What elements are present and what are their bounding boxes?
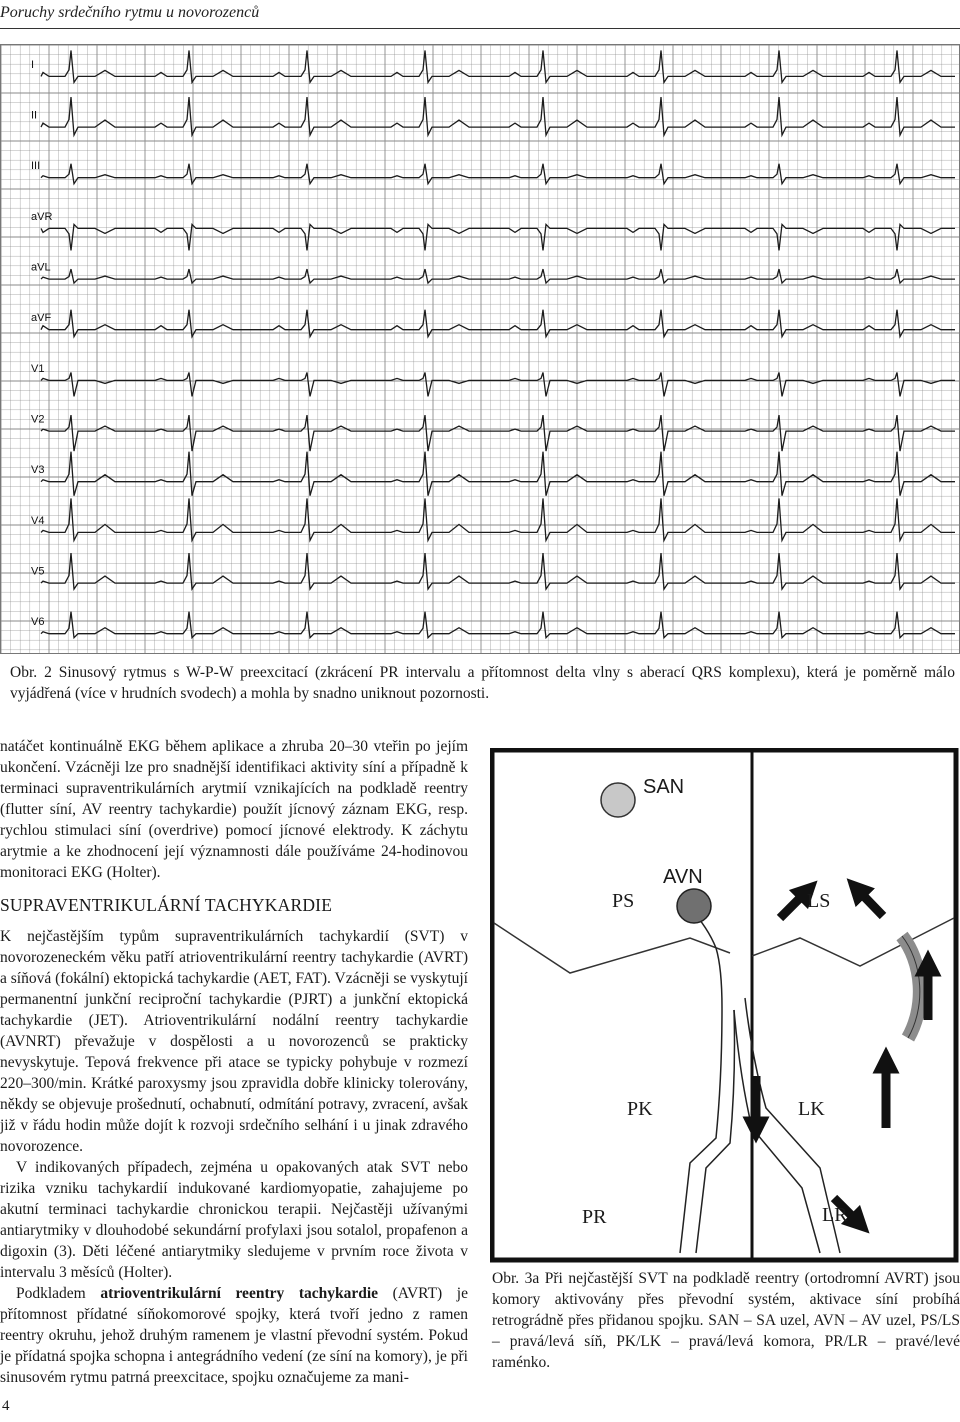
arrow-atrium-right-up — [856, 888, 883, 916]
ecg-trace-v1 — [41, 372, 955, 396]
page-number: 4 — [2, 1398, 10, 1414]
paragraph-svt-types: K nejčastějším typům supraventrikulárních tachykardií (SVT) v novorozeneckém věku patří atrioventrikulární reentry tachykardie (AVRT) a síňová (fokální) ektopická tachykardie (AET, FAT). Vzácněji se vyskytují permanentní junkční reciproční tachykardie (PJRT) a junkční ektopická tachykardie (JET). Atrioventrikulární nodální reentry tachykardie (AVNRT) převažuje v dospělosti a u novorozenců se prakticky nevyskytuje. Tepová frekvence při atace se typicky pohybuje v rozmezí 220–300/min. Krátké paroxysmy jsou zpravidla dobře klinicky tolerovány, někdy se objevuje prošednutí, ochabnutí, odmítání potravy, zvracení, avšak již v řádu hodin může dojít k rozvoji srdečního selhání i u jinak zdravého novorozence. — [0, 928, 468, 1155]
ecg-caption-text: Obr. 2 Sinusový rytmus s W-P-W preexcitací (zkrácení PR intervalu a přítomnost delta vlny s aberací QRS komplexu), která je poměrně málo vyjádřená (více v hrudních svodech) a mohla by snadno uniknout pozornosti. — [10, 664, 955, 702]
lead-label: aVF — [31, 312, 52, 325]
diagram-caption-text: Obr. 3a Při nejčastější SVT na podkladě reentry (ortodromní AVRT) jsou komory aktivovány přes převodní systém, aktivace síní probíhá retrográdně přes přidanou spojku. SAN – SA uzel, AVN – AV uzel, PS/LS – pravá/levá síň, PK/LK – pravá/levá komora, PR/LR – pravé/levé raménko. — [492, 1270, 960, 1371]
paragraph-avrt — [0, 1283, 468, 1388]
lead-label: V4 — [31, 514, 45, 527]
ecg-trace-i — [41, 50, 955, 82]
paragraph-continuation: natáčet kontinuálně EKG během aplikace a zhruba 20–30 vteřin po jejím ukončení. Vzácněji lze pro snadnější identifikaci aktivity síní a případně k terminaci supraventrikulárních arytmií vznikajících na podkladě reentry (flutter síní, AV reentry tachykardie) použít jícnový záznam EKG, resp. rychlou stimulaci síní (overdrive) pomocí jícnové elektrody. K záchytu arytmie a ke zhodnocení její významnosti dále používáme 24-hodinovou monitoraci EKG (Holter). — [0, 738, 468, 881]
lead-label: III — [31, 160, 41, 173]
section-heading: SUPRAVENTRIKULÁRNÍ TACHYKARDIE — [0, 895, 333, 915]
lead-label: V1 — [31, 362, 45, 375]
ecg-trace-v6 — [41, 612, 955, 638]
ecg-grid — [1, 45, 959, 653]
ecg-figure — [0, 44, 960, 654]
label-avn: AVN — [663, 866, 703, 888]
ecg-trace-avl — [41, 269, 955, 283]
heart-outline — [492, 750, 956, 1260]
ecg-trace-v5 — [41, 553, 955, 589]
lead-label: V6 — [31, 616, 45, 629]
paragraph-therapy: V indikovaných případech, zejména u opakovaných atak SVT nebo rizika vzniku tachykardií indukované kardiomyopatie, zahajujeme po akutní terminaci tachykardie chronickou terapii. Nejčastěji užívanými antiarytmiky v dlouhodobé sekundární profylaxi jsou sotalol, propafenon a digoxin (3). Děti léčené antiarytmiky sledujeme v prvním roce života v intervalu 3 měsíců (Holter). — [0, 1159, 468, 1281]
lead-label: V5 — [31, 565, 45, 578]
ecg-trace-ii — [41, 97, 955, 135]
san-node — [601, 783, 635, 817]
av-plane-left — [494, 923, 730, 973]
label-lk: LK — [798, 1098, 825, 1120]
label-lr: LR — [822, 1204, 848, 1226]
lead-label: V2 — [31, 413, 45, 426]
ecg-trace-v4 — [41, 498, 955, 540]
lead-label: aVR — [31, 210, 53, 223]
heart-diagram — [490, 748, 960, 1268]
ecg-leads — [31, 50, 955, 637]
left-bundle — [734, 1010, 820, 1253]
header-rule — [0, 28, 960, 29]
label-pk: PK — [627, 1098, 653, 1120]
label-san: SAN — [643, 776, 685, 798]
avn-node — [677, 889, 711, 923]
ecg-strip — [1, 45, 959, 653]
lead-label: V3 — [31, 464, 45, 477]
ecg-trace-iii — [41, 164, 955, 184]
diagram-caption — [492, 1268, 960, 1373]
running-head: Poruchy srdečního rytmu u novorozenců — [0, 4, 260, 21]
ecg-trace-v3 — [41, 452, 955, 496]
lead-label: I — [31, 58, 35, 71]
arrow-atrium-left-up — [780, 890, 808, 918]
label-pr: PR — [582, 1206, 607, 1228]
avrt-intro: Podkladem — [16, 1285, 101, 1302]
label-ls: LS — [807, 890, 831, 912]
heart-diagram-drawing — [490, 748, 960, 1268]
ecg-trace-v2 — [41, 415, 955, 451]
left-column — [0, 736, 468, 1388]
avrt-term: atrioventrikulární reentry tachykardie — [100, 1285, 379, 1302]
avrt-text: (AVRT) je přítomnost přídatné síňokomorové spojky, která tvoří jedno z ramen reentry okruhu, jehož druhým ramenem je vlastní převodní systém. Pokud je přídatná spojka schopna i antegrádního vedení (ze síní na komory), je při sinusovém rytmu patrná preexcitace, spojku označujeme za mani- — [0, 1285, 468, 1386]
lead-label: II — [31, 109, 38, 122]
lead-label: aVL — [31, 261, 51, 274]
label-ps: PS — [612, 890, 635, 912]
ecg-caption — [10, 662, 955, 704]
av-plane-right — [752, 918, 954, 966]
right-bundle-inner — [696, 1010, 735, 1253]
